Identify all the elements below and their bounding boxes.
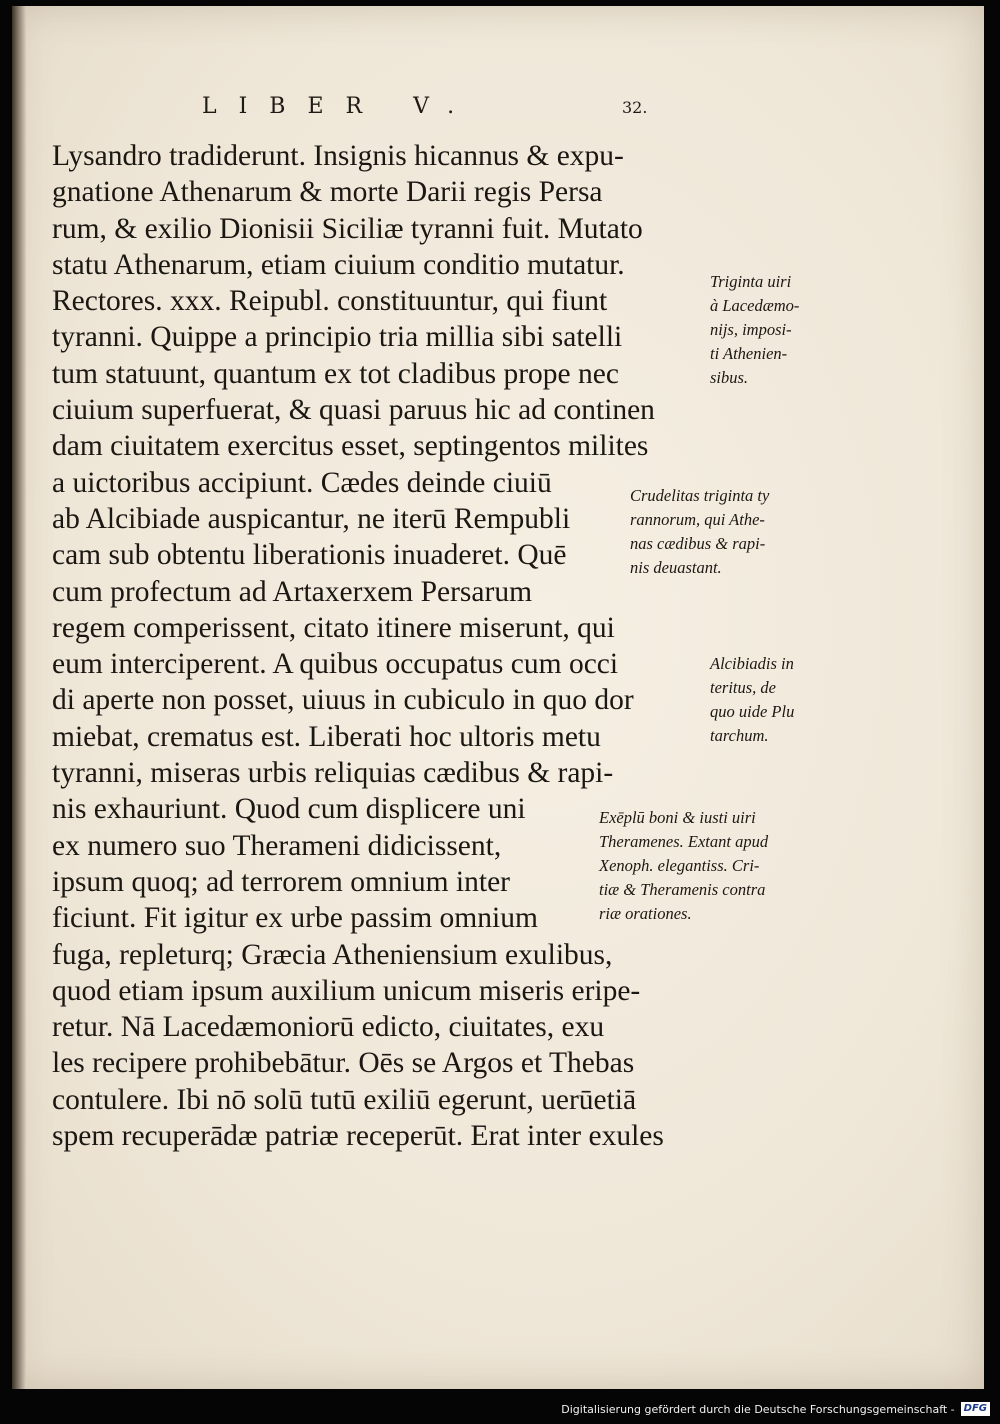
footer-credit	[561, 1402, 990, 1416]
note-line: tiæ & Theramenis contra	[599, 880, 766, 899]
marginal-note-exemplum	[599, 806, 768, 926]
page-spine-shadow	[12, 6, 26, 1389]
text-line: ficiunt. Fit igitur ex urbe passim omnium	[52, 902, 538, 935]
note-line: rannorum, qui Athe-	[630, 510, 765, 529]
note-line: Triginta uiri	[710, 272, 792, 291]
note-line: Alcibiadis in	[710, 654, 794, 673]
text-line: ex numero suo Therameni didicissent,	[52, 829, 502, 862]
text-line: nis exhauriunt. Quod cum displicere uni	[52, 793, 526, 826]
note-line: à Lacedæmo-	[710, 296, 800, 315]
note-line: riæ orationes.	[599, 904, 692, 923]
text-line: les recipere prohibebātur. Oēs se Argos et Thebas	[52, 1047, 635, 1080]
marginal-note-triginta-uiri	[710, 270, 799, 390]
text-line: fuga, repleturq; Græcia Atheniensium exulibus,	[52, 938, 613, 971]
text-line: a uictoribus accipiunt. Cædes deinde ciuiū	[52, 466, 552, 499]
text-line: Rectores. xxx. Reipubl. constituuntur, qui fiunt	[52, 285, 608, 318]
text-line: ipsum quoq; ad terrorem omnium inter	[52, 865, 510, 898]
note-line: Crudelitas triginta ty	[630, 486, 770, 505]
marginal-note-crudelitas	[630, 484, 769, 580]
footer-bar	[0, 1389, 1000, 1424]
text-line: ab Alcibiade auspicantur, ne iterū Rempubli	[52, 502, 571, 535]
note-line: teritus, de	[710, 678, 776, 697]
text-line: regem comperissent, citato itinere miserunt, qui	[52, 611, 615, 644]
folio-number: 32.	[622, 98, 648, 117]
text-line: tum statuunt, quantum ex tot cladibus prope nec	[52, 357, 619, 390]
text-line: cam sub obtentu liberationis inuaderet. Quē	[52, 539, 567, 572]
text-line: rum, & exilio Dionisii Siciliæ tyranni fuit. Mutato	[52, 212, 643, 245]
text-line: di aperte non posset, uiuus in cubiculo in quo dor	[52, 684, 634, 717]
dfg-logo-icon: DFG	[961, 1402, 990, 1416]
note-line: nis deuastant.	[630, 558, 722, 577]
text-line: ciuium superfuerat, & quasi paruus hic ad continen	[52, 394, 655, 427]
text-line: statu Athenarum, etiam ciuium conditio mutatur.	[52, 248, 625, 281]
note-line: ti Athenien-	[710, 344, 788, 363]
note-line: Xenoph. elegantiss. Cri-	[599, 856, 760, 875]
text-line: cum profectum ad Artaxerxem Persarum	[52, 575, 533, 608]
main-text-block	[52, 138, 732, 1154]
text-line: contulere. Ibi nō solū tutū exiliū egerunt, uerūetiā	[52, 1083, 637, 1116]
text-line: gnatione Athenarum & morte Darii regis Persa	[52, 176, 603, 209]
text-line: quod etiam ipsum auxilium unicum miseris eripe-	[52, 974, 641, 1007]
note-line: tarchum.	[710, 726, 769, 745]
note-line: sibus.	[710, 368, 749, 387]
book-page	[12, 6, 984, 1389]
note-line: Exēplū boni & iusti uiri	[599, 808, 756, 827]
text-line: tyranni. Quippe a principio tria millia sibi satelli	[52, 321, 623, 354]
note-line: quo uide Plu	[710, 702, 795, 721]
text-line: Lysandro tradiderunt. Insignis hicannus & expu-	[52, 140, 624, 172]
text-line: spem recuperādæ patriæ receperūt. Erat inter exules	[52, 1120, 664, 1153]
text-line: tyranni, miseras urbis reliquias cædibus & rapi-	[52, 757, 614, 790]
note-line: nijs, imposi-	[710, 320, 792, 339]
text-line: retur. Nā Lacedæmoniorū edicto, ciuitates, exu	[52, 1011, 605, 1044]
text-line: dam ciuitatem exercitus esset, septingentos milites	[52, 430, 649, 463]
note-line: nas cædibus & rapi-	[630, 534, 766, 553]
footer-credit-text: Digitalisierung gefördert durch die Deutsche Forschungsgemeinschaft -	[561, 1402, 955, 1416]
running-head: LIBER V.	[202, 94, 477, 119]
note-line: Theramenes. Extant apud	[599, 832, 769, 851]
text-line: eum interciperent. A quibus occupatus cum occi	[52, 648, 619, 681]
text-line: miebat, crematus est. Liberati hoc ultoris metu	[52, 720, 601, 753]
marginal-note-alcibiadis	[710, 652, 794, 748]
